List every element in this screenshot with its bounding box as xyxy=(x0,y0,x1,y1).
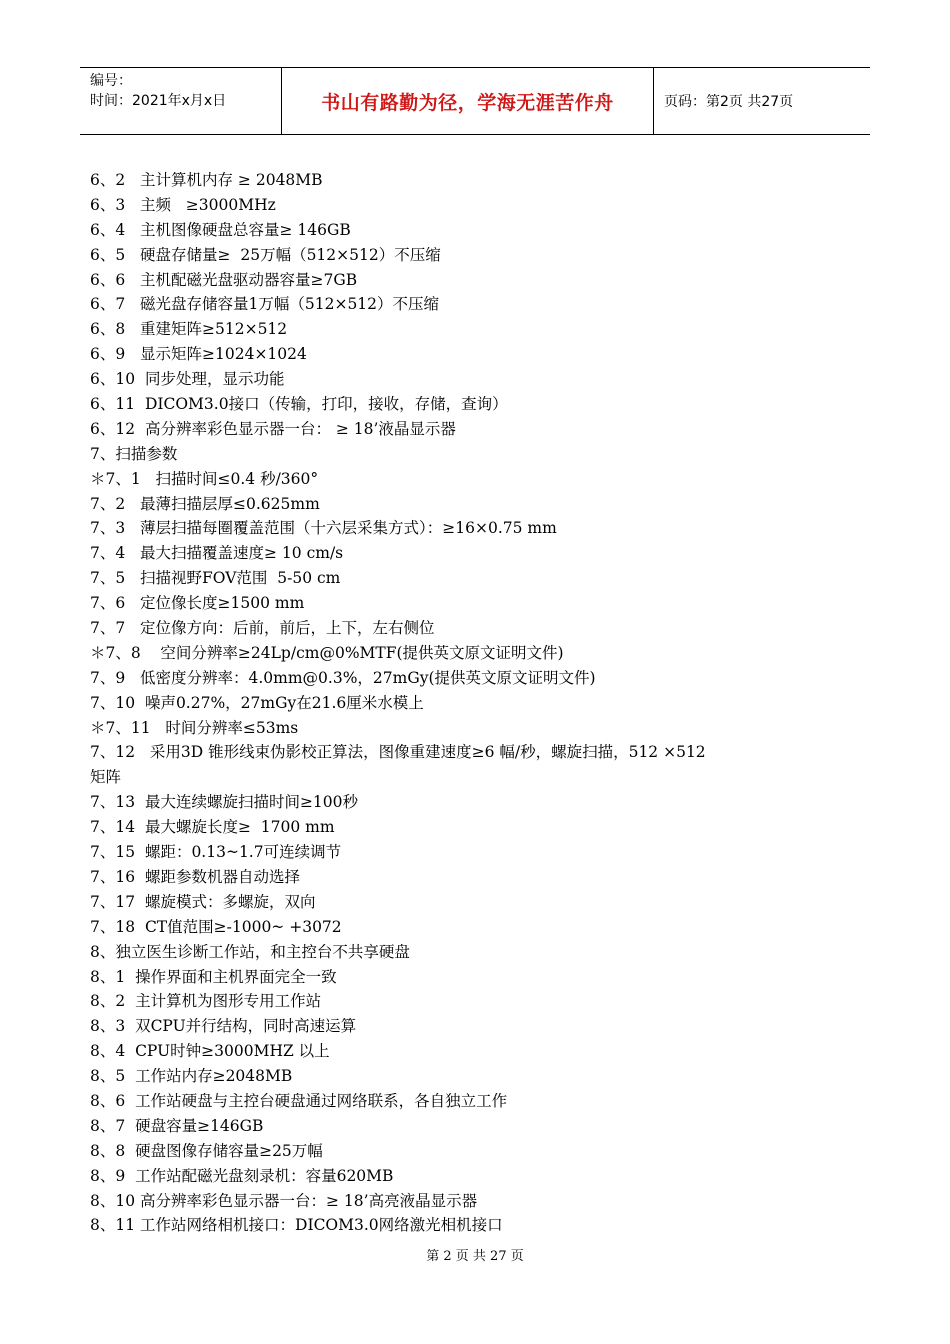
spec-line: 8、11 工作站网络相机接口：DICOM3.0网络激光相机接口 xyxy=(90,1216,503,1235)
spec-line: 8、9 工作站配磁光盘刻录机：容量620MB xyxy=(90,1166,394,1185)
spec-line: 8、10 高分辨率彩色显示器一台：≥ 18’高亮液晶显示器 xyxy=(90,1191,478,1210)
spec-line: 7、5 扫描视野FOV范围 5-50 cm xyxy=(90,569,341,588)
spec-line: 6、12 高分辨率彩色显示器一台： ≥ 18’液晶显示器 xyxy=(90,419,456,438)
spec-line: 6、8 重建矩阵≥512×512 xyxy=(90,320,288,339)
spec-line: 8、8 硬盘图像存储容量≥25万幅 xyxy=(90,1141,323,1160)
document-body xyxy=(90,168,870,1238)
spec-line: 7、13 最大连续螺旋扫描时间≥100秒 xyxy=(90,793,359,812)
spec-line: 7、18 CT值范围≥-1000~ +3072 xyxy=(90,917,342,936)
spec-line: ＊7、8 空间分辨率≥24Lp/cm@0%MTF(提供英文原文证明文件) xyxy=(90,643,564,662)
spec-line: 8、1 操作界面和主机界面完全一致 xyxy=(90,967,337,986)
page-header xyxy=(80,67,870,135)
spec-line: 6、11 DICOM3.0接口（传输，打印，接收，存储，查询） xyxy=(90,395,508,414)
spec-line: 8、3 双CPU并行结构，同时高速运算 xyxy=(90,1017,357,1036)
spec-line: 7、12 采用3D 锥形线束伪影校正算法，图像重建速度≥6 幅/秒，螺旋扫描，512 ×512 xyxy=(90,743,706,762)
document-number-label: 编号： xyxy=(90,73,132,89)
spec-line: 7、16 螺距参数机器自动选择 xyxy=(90,867,300,886)
spec-line: 6、7 磁光盘存储容量1万幅（512×512）不压缩 xyxy=(90,295,440,314)
spec-line: 6、3 主频 ≥3000MHz xyxy=(90,195,276,214)
spec-line: 8、独立医生诊断工作站，和主控台不共享硬盘 xyxy=(90,942,410,961)
spec-line: 6、10 同步处理，显示功能 xyxy=(90,370,285,389)
spec-line: 6、5 硬盘存储量≥ 25万幅（512×512）不压缩 xyxy=(90,245,441,264)
spec-line: 矩阵 xyxy=(90,768,122,787)
spec-line: 6、4 主机图像硬盘总容量≥ 146GB xyxy=(90,220,351,239)
spec-line: ＊7、1 扫描时间≤0.4 秒/360° xyxy=(90,469,319,488)
spec-line: 7、14 最大螺旋长度≥ 1700 mm xyxy=(90,818,335,837)
header-meta xyxy=(80,68,282,134)
spec-line: ＊7、11 时间分辨率≤53ms xyxy=(90,718,299,737)
spec-line: 8、2 主计算机为图形专用工作站 xyxy=(90,992,322,1011)
spec-line: 7、9 低密度分辨率：4.0mm@0.3%，27mGy(提供英文原文证明文件) xyxy=(90,668,596,687)
spec-line: 7、7 定位像方向：后前，前后，上下，左右侧位 xyxy=(90,619,435,638)
document-date: 时间：2021年x月x日 xyxy=(90,93,227,109)
spec-line: 8、4 CPU时钟≥3000MHZ 以上 xyxy=(90,1042,330,1061)
spec-line: 7、17 螺旋模式：多螺旋，双向 xyxy=(90,892,316,911)
page-footer: 第 2 页 共 27 页 xyxy=(426,1249,524,1264)
spec-line: 6、2 主计算机内存 ≥ 2048MB xyxy=(90,171,323,189)
spec-line: 7、6 定位像长度≥1500 mm xyxy=(90,594,305,613)
spec-line: 7、扫描参数 xyxy=(90,444,178,463)
spec-line: 7、3 薄层扫描每圈覆盖范围（十六层采集方式）：≥16×0.75 mm xyxy=(90,519,557,538)
spec-line: 8、5 工作站内存≥2048MB xyxy=(90,1067,293,1086)
spec-line: 7、2 最薄扫描层厚≤0.625mm xyxy=(90,494,320,513)
spec-line: 7、10 噪声0.27%，27mGy在21.6厘米水模上 xyxy=(90,693,424,712)
spec-line: 7、4 最大扫描覆盖速度≥ 10 cm/s xyxy=(90,544,344,563)
header-page-info: 页码：第2页 共27页 xyxy=(664,94,794,110)
spec-line: 8、6 工作站硬盘与主控台硬盘通过网络联系，各自独立工作 xyxy=(90,1091,508,1110)
header-motto: 书山有路勤为径，学海无涯苦作舟 xyxy=(282,68,654,134)
spec-line: 8、7 硬盘容量≥146GB xyxy=(90,1116,264,1135)
spec-line: 6、6 主机配磁光盘驱动器容量≥7GB xyxy=(90,270,358,289)
spec-line: 6、9 显示矩阵≥1024×1024 xyxy=(90,345,307,364)
spec-line: 7、15 螺距：0.13~1.7可连续调节 xyxy=(90,843,342,862)
